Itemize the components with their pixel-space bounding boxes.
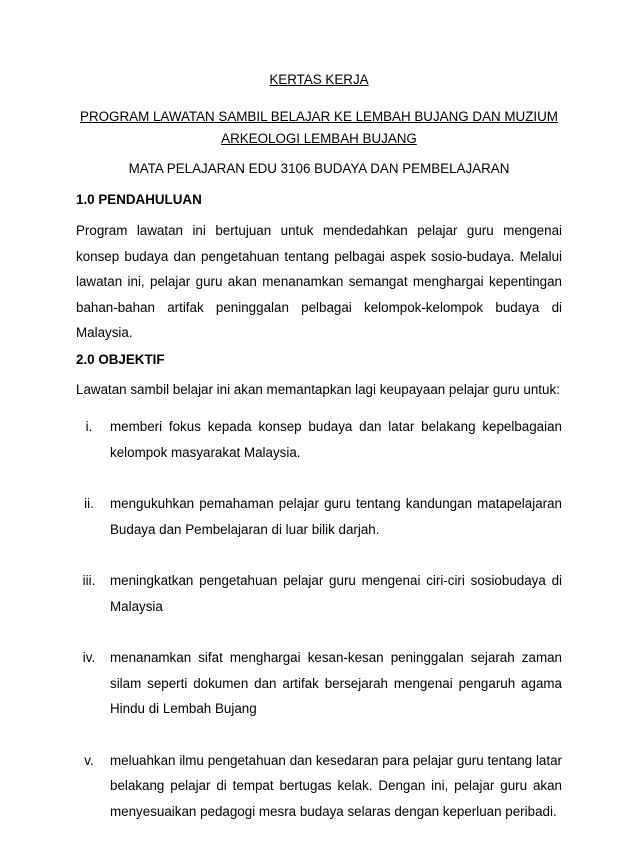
objective-item	[76, 414, 562, 465]
objective-item	[76, 748, 562, 825]
document-title-text: KERTAS KERJA	[269, 72, 369, 87]
objektif-intro: Lawatan sambil belajar ini akan memantapkan lagi keupayaan pelajar guru untuk:	[76, 382, 560, 397]
objective-text: meningkatkan pengetahuan pelajar guru mengenai ciri-ciri sosiobudaya di Malaysia	[110, 573, 562, 614]
objective-text: memberi fokus kepada konsep budaya dan latar belakang kepelbagaian kelompok masyarakat Malaysia.	[110, 419, 562, 460]
objective-text: menanamkan sifat menghargai kesan-kesan peninggalan sejarah zaman silam seperti dokumen dan artifak bersejarah mengenai pengaruh agama Hindu di Lembah Bujang	[110, 650, 562, 716]
section-heading-pendahuluan: 1.0 PENDAHULUAN	[76, 192, 202, 207]
objective-item	[76, 491, 562, 542]
objective-number: v.	[84, 752, 94, 768]
objective-text: mengukuhkan pemahaman pelajar guru tentang kandungan matapelajaran Budaya dan Pembelajaran di luar bilik darjah.	[110, 496, 562, 537]
section-heading-objektif: 2.0 OBJEKTIF	[76, 352, 165, 367]
objective-text: meluahkan ilmu pengetahuan dan kesedaran para pelajar guru tentang latar belakang pelajar di tempat bertugas kelak. Dengan ini, pelajar guru akan menyesuaikan pedagogi mesra budaya selaras dengan keperluan peribadi.	[110, 752, 562, 819]
subject-line: MATA PELAJARAN EDU 3106 BUDAYA DAN PEMBELAJARAN	[128, 161, 510, 176]
objective-number: iv.	[82, 650, 96, 665]
document-title	[0, 71, 638, 89]
objective-number: i.	[85, 419, 93, 434]
section-body-pendahuluan: Program lawatan ini bertujuan untuk mendedahkan pelajar guru mengenai konsep budaya dan pengetahuan tentang pelbagai aspek sosio-budaya. Melalui lawatan ini, pelajar guru akan menanamkan semangat menghargai kepentingan bahan-bahan artifak peninggalan pelbagai kelompok-kelompok budaya di Malaysia.	[76, 223, 562, 340]
objective-item	[76, 645, 562, 722]
objective-item	[76, 568, 562, 619]
objective-number: iii.	[82, 573, 96, 588]
objective-list	[76, 414, 562, 850]
program-title: PROGRAM LAWATAN SAMBIL BELAJAR KE LEMBAH BUJANG DAN MUZIUM ARKEOLOGI LEMBAH BUJANG	[80, 109, 558, 146]
objective-number: ii.	[84, 496, 94, 511]
